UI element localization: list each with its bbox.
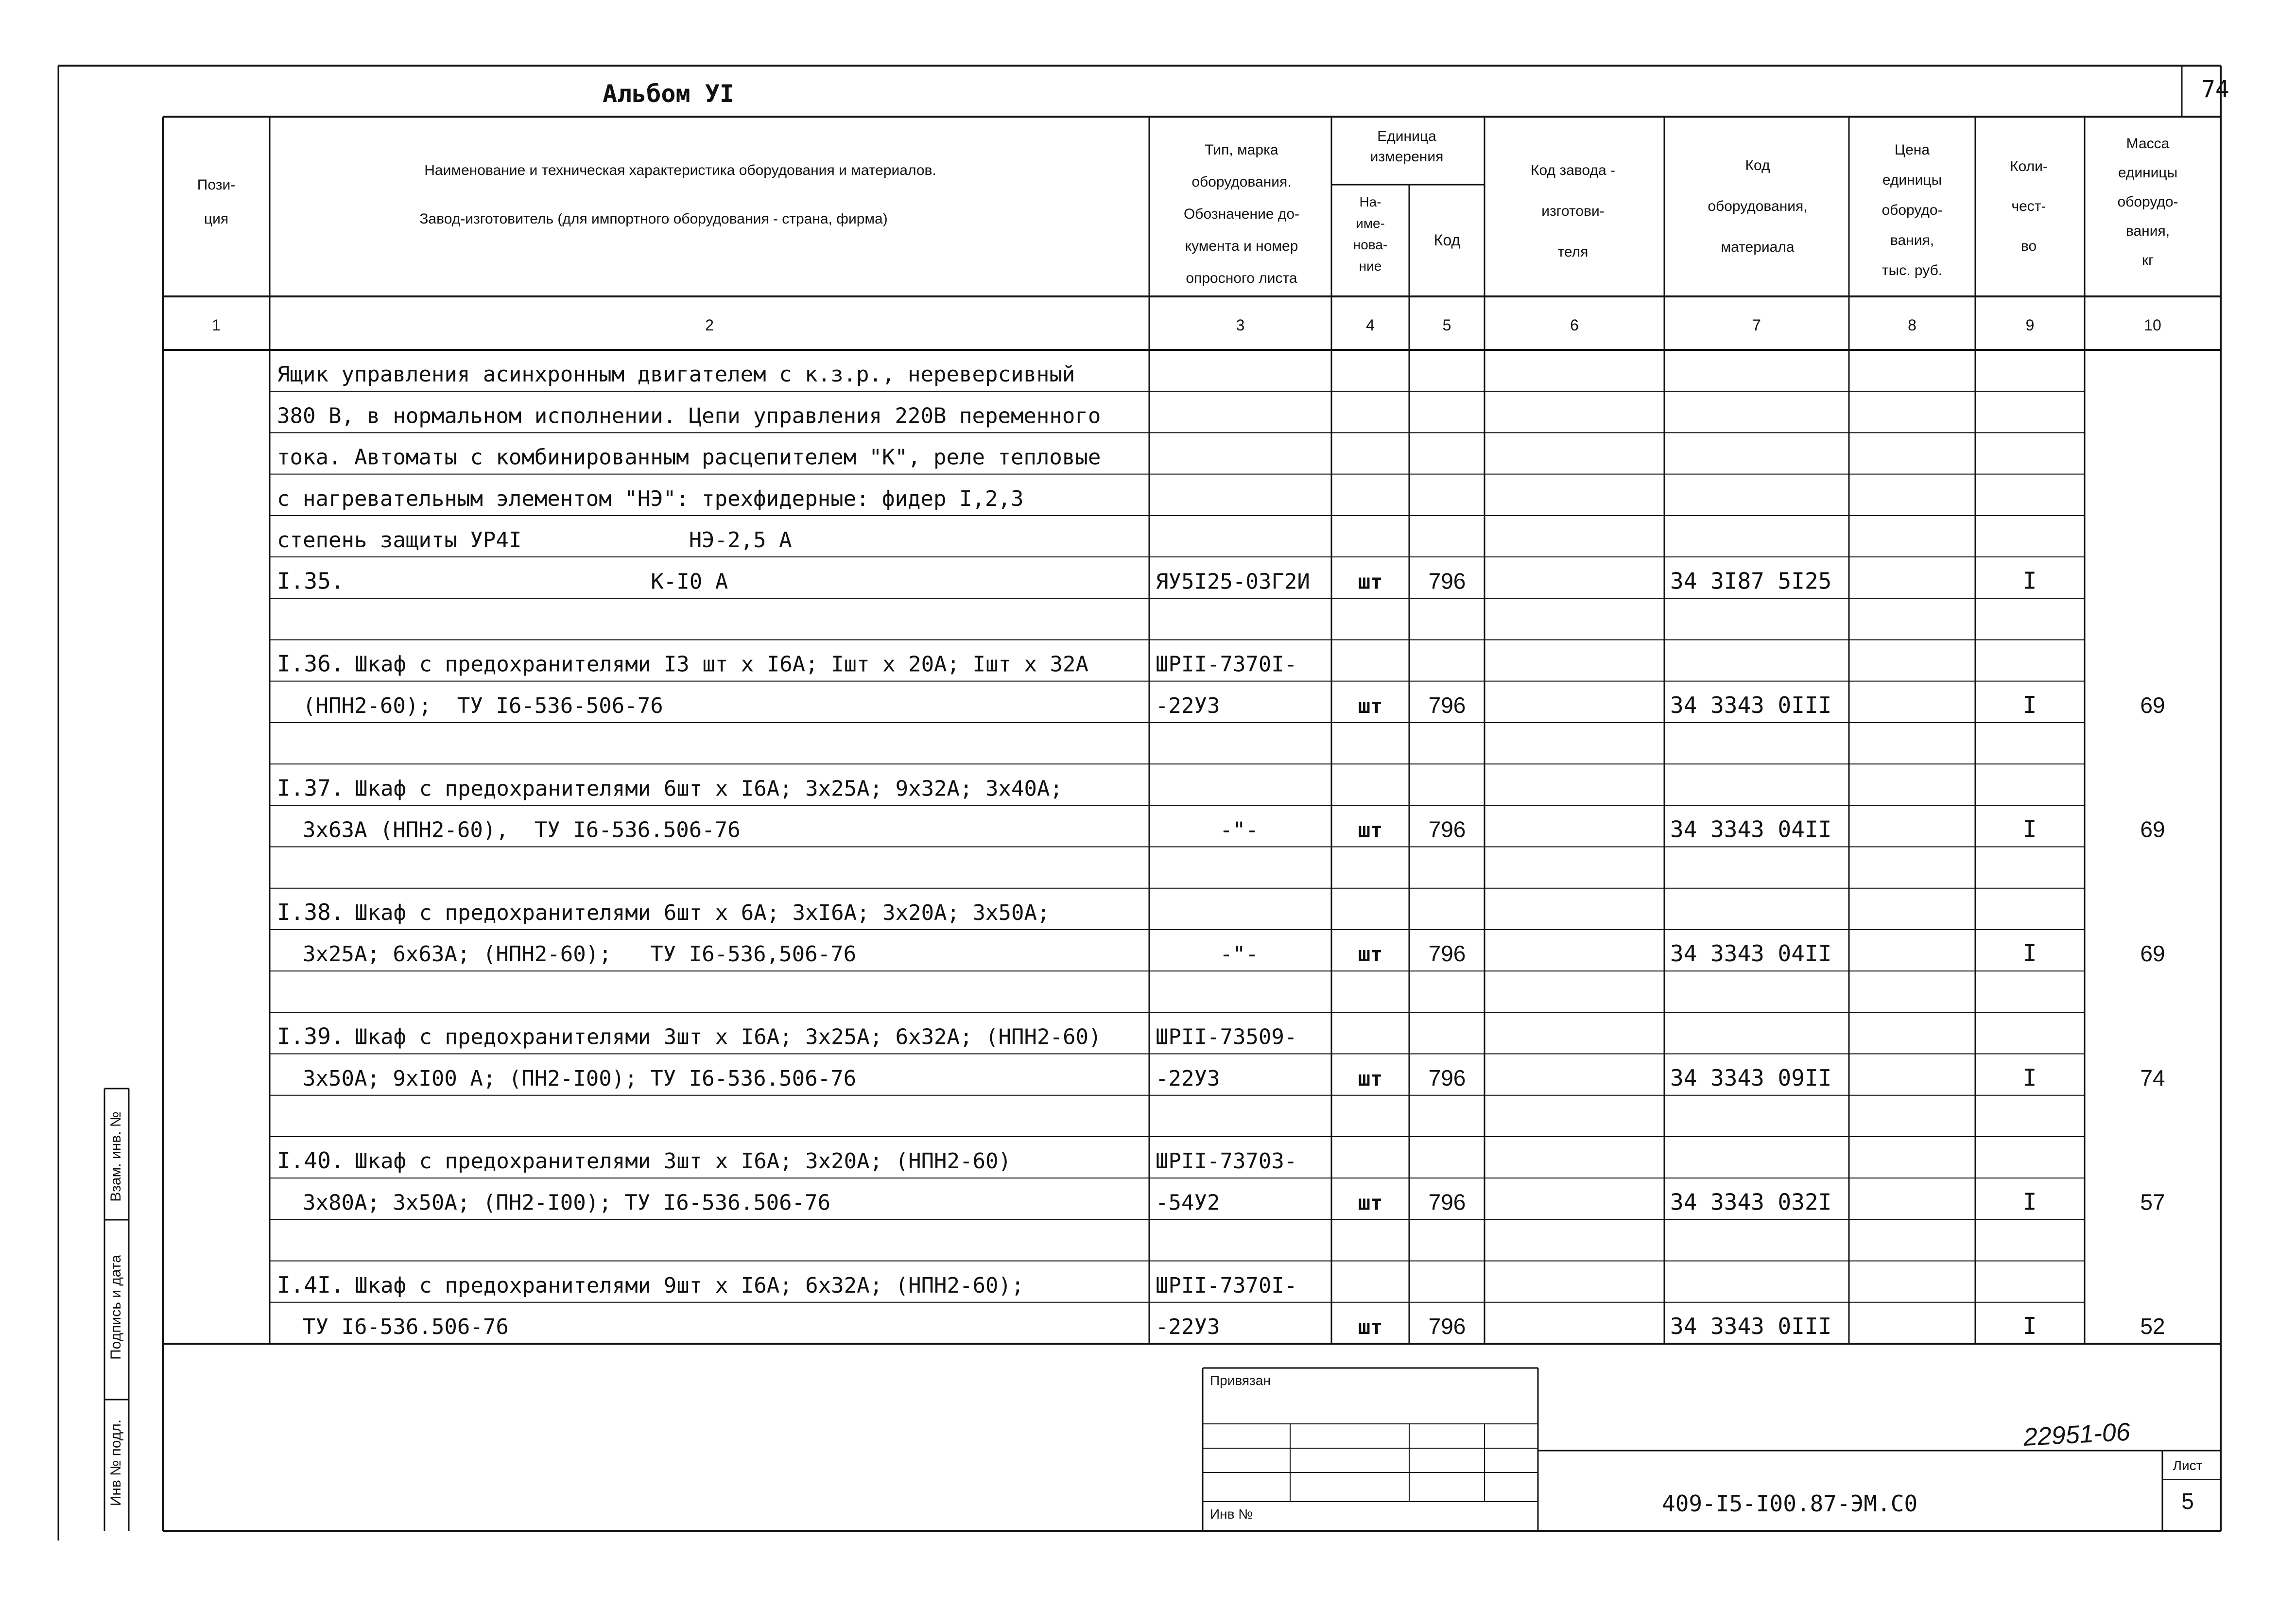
row-equipment-code: 34 3343 04II (1670, 816, 1832, 843)
row-unit: шт (1358, 1191, 1383, 1215)
row-type: ШРII-73703- (1156, 1149, 1297, 1174)
row-description: 3х25А; 6х63А; (НПН2-60); ТУ I6-536,506-76 (277, 942, 857, 967)
row-position: I.35. (277, 568, 345, 594)
column-number: 9 (2025, 316, 2035, 334)
row-description: Шкаф с предохранителями 3шт х I6А; 3х25А; 6х32А; (НПН2-60) (355, 1024, 1102, 1050)
row-quantity: I (2022, 1188, 2037, 1216)
row-unit-code: 796 (1428, 1065, 1466, 1091)
row-description: Шкаф с предохранителями 6шт х I6А; 3х25А; 9х32А; 3х40А; (355, 776, 1063, 801)
col-header-position: Пози-ция (197, 177, 236, 227)
column-number: 5 (1442, 316, 1451, 334)
row-mass: 69 (2140, 816, 2165, 842)
row-equipment-code: 34 3343 04II (1670, 940, 1832, 967)
row-description: с нагревательным элементом "НЭ": трехфидерные: фидер I,2,3 (277, 486, 1024, 511)
row-position: I.37. (277, 775, 345, 801)
col-header-equipment-code: Код оборудования, материала (1708, 157, 1808, 255)
column-number: 10 (2144, 316, 2161, 334)
row-equipment-code: 34 3343 09II (1670, 1064, 1832, 1091)
row-unit-code: 796 (1428, 816, 1466, 842)
document-code: 409-I5-I00.87-ЭМ.С0 (1662, 1490, 1918, 1517)
row-mass: 52 (2140, 1314, 2165, 1339)
row-description: 3х80А; 3х50А; (ПН2-I00); ТУ I6-536.506-76 (277, 1190, 831, 1215)
col-header-quantity: Коли-чест-во (2010, 158, 2048, 254)
row-mass: 69 (2140, 941, 2165, 967)
column-number: 8 (1908, 316, 1916, 334)
side-label-vzam: Взам. инв. № (108, 1111, 124, 1202)
row-description: 3х50А; 9хI00 А; (ПН2-I00); ТУ I6-536.506-76 (277, 1066, 857, 1091)
row-equipment-code: 34 3343 0III (1670, 692, 1832, 718)
row-description: Шкаф с предохранителями 3шт х I6А; 3х20А; (НПН2-60) (355, 1149, 1012, 1174)
row-type: ЯУ5I25-03Г2И (1156, 569, 1310, 594)
row-position: I.40. (277, 1147, 345, 1174)
row-type: -22У3 (1156, 693, 1220, 718)
row-quantity: I (2022, 815, 2037, 843)
row-description: тока. Автоматы с комбинированным расцепителем "К", реле тепловые (277, 445, 1101, 470)
row-description: К-I0 А (355, 569, 728, 594)
row-description: 380 В, в нормальном исполнении. Цепи управления 220В переменного (277, 403, 1101, 429)
stamp-inv-no: Инв № (1210, 1506, 1253, 1522)
row-unit: шт (1358, 942, 1383, 967)
row-description: Шкаф с предохранителями 9шт х I6А; 6х32А; (НПН2-60); (355, 1273, 1024, 1298)
row-quantity: I (2022, 1313, 2037, 1340)
row-quantity: I (2022, 1064, 2037, 1091)
row-equipment-code: 34 3343 032I (1670, 1189, 1832, 1215)
row-quantity: I (2022, 940, 2037, 968)
row-unit: шт (1358, 1315, 1383, 1339)
row-unit-code: 796 (1428, 941, 1466, 967)
sheet-label: Лист (2173, 1458, 2203, 1473)
row-type: -"- (1220, 942, 1259, 967)
row-type: ШРII-73509- (1156, 1024, 1297, 1050)
row-unit: шт (1358, 1066, 1383, 1091)
col-header-manufacturer: Завод-изготовитель (для импортного оборудования - страна, фирма) (419, 211, 888, 227)
row-unit-code: 796 (1428, 1314, 1466, 1339)
row-equipment-code: 34 3343 0III (1670, 1313, 1832, 1339)
row-unit: шт (1358, 818, 1383, 842)
row-description: Ящик управления асинхронным двигателем с к.з.р., нереверсивный (277, 362, 1075, 387)
column-number: 3 (1236, 316, 1245, 334)
album-title: Альбом УI (603, 80, 734, 108)
col-header-unit-code: Код (1433, 231, 1461, 249)
row-type: ШРII-7370I- (1156, 1273, 1297, 1298)
row-unit-code: 796 (1428, 568, 1466, 594)
column-number: 6 (1570, 316, 1579, 334)
row-type: ШРII-7370I- (1156, 652, 1297, 677)
row-mass: 69 (2140, 692, 2165, 718)
column-number: 7 (1752, 316, 1761, 334)
row-mass: 74 (2140, 1065, 2165, 1091)
col-header-unit-name: На-име-нова-ние (1353, 194, 1388, 274)
row-description: 3х63А (НПН2-60), ТУ I6-536.506-76 (277, 817, 741, 843)
row-type: -22У3 (1156, 1315, 1220, 1339)
row-mass: 57 (2140, 1189, 2165, 1215)
col-header-price: Цена единицы оборудо-вания, тыс. руб. (1882, 142, 1943, 278)
col-header-factory-code: Код завода -изготови-теля (1531, 162, 1615, 260)
row-quantity: I (2022, 567, 2037, 595)
row-description: степень защиты УР4I НЭ-2,5 А (277, 528, 792, 553)
column-number: 4 (1366, 316, 1375, 334)
page-corner-number: 74 (2201, 76, 2229, 103)
row-position: I.39. (277, 1023, 345, 1050)
row-quantity: I (2022, 691, 2037, 719)
row-unit: шт (1358, 570, 1383, 594)
handwritten-number: 22951-06 (2022, 1418, 2131, 1452)
row-position: I.4I. (277, 1271, 345, 1298)
row-equipment-code: 34 3I87 5I25 (1670, 568, 1832, 594)
column-number: 1 (212, 316, 221, 334)
col-header-unit: Единица измерения (1370, 128, 1444, 165)
col-header-mass: Масса единицы оборудо-вания, кг (2117, 136, 2178, 268)
row-position: I.38. (277, 899, 345, 925)
col-header-type: Тип, марка оборудования. Обозначение до-кумента и номер опросного листа (1183, 142, 1300, 286)
row-description: ТУ I6-536.506-76 (277, 1315, 509, 1339)
row-type: -"- (1220, 817, 1259, 843)
row-description: Шкаф с предохранителями 6шт х 6А; 3хI6А; 3х20А; 3х50А; (355, 900, 1050, 925)
side-label-inv-podl: Инв № подл. (108, 1419, 124, 1506)
row-unit-code: 796 (1428, 1189, 1466, 1215)
row-type: -54У2 (1156, 1190, 1220, 1215)
row-unit: шт (1358, 693, 1383, 718)
row-description: (НПН2-60); ТУ I6-536-506-76 (277, 693, 663, 718)
stamp-privyazan: Привязан (1210, 1373, 1271, 1388)
sheet-number: 5 (2181, 1489, 2194, 1514)
row-description: Шкаф с предохранителями I3 шт х I6А; Iшт х 20А; Iшт х 32А (355, 652, 1088, 677)
row-unit-code: 796 (1428, 692, 1466, 718)
column-number: 2 (705, 316, 714, 334)
row-type: -22У3 (1156, 1066, 1220, 1091)
col-header-name: Наименование и техническая характеристика оборудования и материалов. (424, 162, 936, 178)
side-label-podpis: Подпись и дата (108, 1255, 124, 1360)
row-position: I.36. (277, 650, 345, 677)
